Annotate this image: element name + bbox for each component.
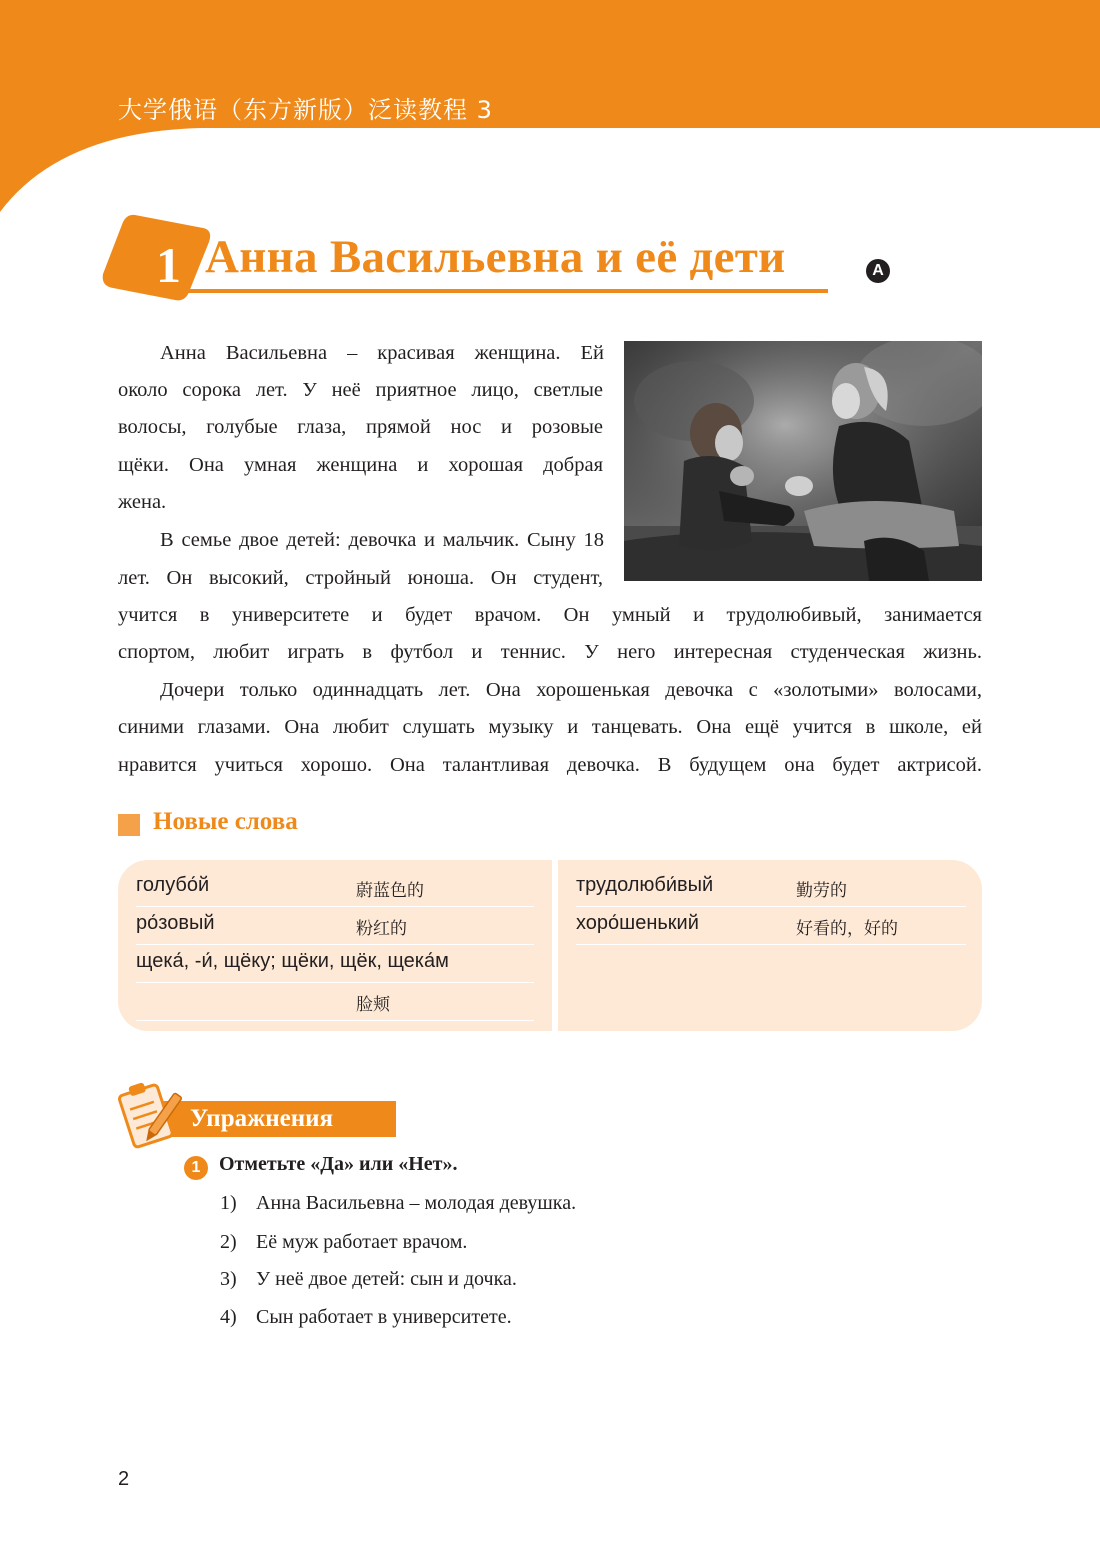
- vocab-row: [576, 906, 966, 945]
- vocab-word: трудолюби́вый: [576, 874, 714, 896]
- text-line: учится в университете и будет врачом. Он умный и трудолюбивый, занимается: [118, 604, 982, 626]
- text-line: синими глазами. Она любит слушать музыку и танцевать. Она ещё учится в школе, ей: [118, 716, 982, 738]
- exercise-item-text: Её муж работает врачом.: [256, 1231, 468, 1253]
- new-words-heading: Новые слова: [153, 808, 298, 835]
- text-line: около сорока лет. У неё приятное лицо, светлые: [118, 379, 603, 401]
- vocab-word: щека́, -и́, щёку; щёки, щёк, щека́м: [136, 950, 449, 972]
- text-line: нравится учиться хорошо. Она талантливая девочка. В будущем она будет актрисой.: [118, 754, 982, 776]
- task-instruction: Отметьте «Да» или «Нет».: [219, 1153, 458, 1175]
- text-line: волосы, голубые глаза, прямой нос и розовые: [118, 416, 603, 438]
- text-line: лет. Он высокий, стройный юноша. Он студент,: [118, 567, 603, 589]
- text-line: спортом, любит играть в футбол и теннис. У него интересная студенческая жизнь.: [118, 641, 982, 663]
- exercise-item: [220, 1231, 467, 1254]
- vocab-word: хоро́шенький: [576, 912, 699, 934]
- exercise-item-number: 4): [220, 1306, 237, 1328]
- exercise-item: [220, 1306, 512, 1329]
- vocab-row: [136, 982, 534, 1021]
- vocab-panel-left: [118, 860, 552, 1031]
- exercise-item-text: Анна Васильевна – молодая девушка.: [256, 1192, 577, 1214]
- exercises-title: Упражнения: [190, 1105, 334, 1132]
- exercise-item-text: У неё двое детей: сын и дочка.: [256, 1268, 517, 1290]
- vocab-row: [136, 906, 534, 945]
- lesson-title: Анна Васильевна и её дети: [205, 231, 786, 283]
- photo-mother-daughter: [624, 341, 982, 581]
- exercise-item: [220, 1268, 517, 1291]
- text-line: жена.: [118, 491, 167, 513]
- page-number: 2: [118, 1468, 130, 1490]
- vocab-gloss: 脸颊: [356, 995, 390, 1015]
- vocab-gloss: 蔚蓝色的: [356, 881, 424, 901]
- vocab-gloss: 粉红的: [356, 919, 407, 939]
- vocab-row: [136, 868, 534, 907]
- vocab-row: [136, 944, 534, 983]
- exercise-item-number: 1): [220, 1192, 237, 1214]
- section-marker-square: [118, 814, 140, 836]
- vocab-gloss: 好看的，好的: [796, 919, 898, 939]
- clipboard-pencil-icon: [116, 1076, 182, 1154]
- text-line: Анна Васильевна – красивая женщина. Ей: [160, 342, 604, 364]
- text-line: щёки. Она умная женщина и хорошая добрая: [118, 454, 603, 476]
- text-line: В семье двое детей: девочка и мальчик. Сыну 18: [160, 529, 604, 551]
- running-head: 大学俄语（东方新版）泛读教程 3: [118, 96, 493, 124]
- exercise-item-number: 3): [220, 1268, 237, 1290]
- vocab-gloss: 勤劳的: [796, 881, 847, 901]
- vocab-panel-right: [558, 860, 982, 1031]
- vocab-word: голубо́й: [136, 874, 210, 896]
- lesson-number: 1: [156, 237, 181, 293]
- title-underline: [182, 289, 828, 293]
- exercise-item: [220, 1192, 576, 1215]
- task-number-badge: 1: [184, 1156, 208, 1180]
- exercise-item-number: 2): [220, 1231, 237, 1253]
- exercise-item-text: Сын работает в университете.: [256, 1306, 512, 1328]
- audio-track-badge: A: [866, 259, 890, 283]
- vocab-word: ро́зовый: [136, 912, 215, 934]
- vocab-row: [576, 868, 966, 907]
- text-line: Дочери только одиннадцать лет. Она хорошенькая девочка с «золотыми» волосами,: [160, 679, 982, 701]
